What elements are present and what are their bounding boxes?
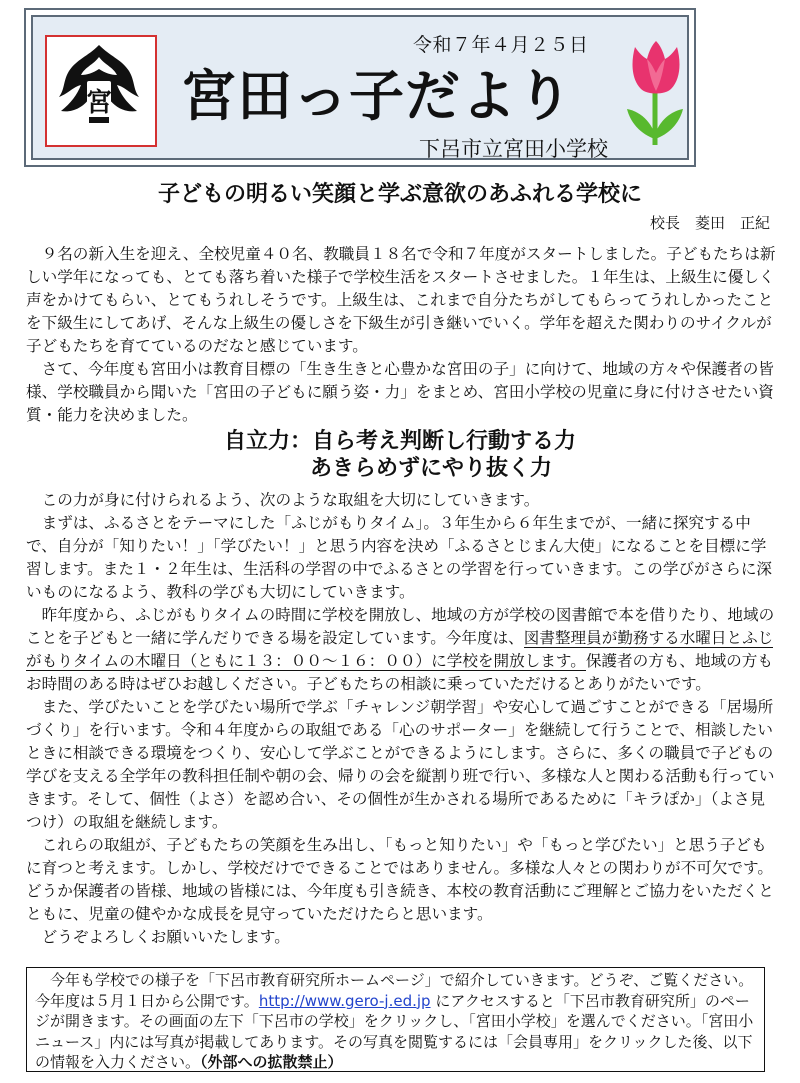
newsletter-title: 宮田っ子だより	[181, 64, 574, 128]
website-notice-box	[26, 967, 765, 1072]
motto-line-2: あきらめずにやり抜く力	[309, 456, 552, 481]
website-link[interactable]: http://www.gero-j.ed.jp	[258, 991, 431, 1010]
notice-text-a: 今年も学校での様子を「下呂市教育研究所ホームページ」で紹介していきます。どうぞ、ご覧ください。今年度は５月１日から公開です。	[35, 971, 754, 1010]
notice-warning: （外部への拡散禁止）	[200, 1053, 343, 1071]
motto	[0, 428, 800, 482]
notice-text-b: にアクセスすると「下呂市教育研究所」のページが開きます。その画面の左下「下呂市の学校」をクリックし、「宮田小学校」を選んでください。「宮田小ニュース」内には写真が掲載してあります。その写真を閲覧するには「会員専用」をクリックした後、以下の情報を入力ください。	[35, 991, 754, 1071]
paragraph-5-b: 保護者の方も、地域の方もお時間のある時はぜひお越しください。子どもたちの相談に乗っていただけるとありがたいです。	[26, 652, 773, 693]
paragraph-4: まずは、ふるさとをテーマにした「ふじがもりタイム」。３年生から６年生までが、一緒に探究する中で、自分が「知りたい！」「学びたい！」と思う内容を決め「ふるさとじまん大使」になることを目標に学習します。また１・２年生は、生活科の学習の中でふるさとの学習を行っていきます。この学びがさらに深いものになるよう、教科の学びも大切にしていきます。	[26, 514, 773, 601]
school-name: 下呂市立宮田小学校	[419, 137, 608, 161]
paragraph-1: ９名の新入生を迎え、全校児童４０名、教職員１８名で令和７年度がスタートしました。子どもたちは新しい学年になっても、とても落ち着いた様子で学校生活をスタートさせました。１年生は、上級生に優しく声をかけてもらい、とてもうれしそうです。上級生は、これまで自分たちがしてもらってうれしかったことを下級生にしてあげ、そんな上級生の優しさを下級生が引き継いでいく。学年を超えた関わりのサイクルが子どもたちを育てているのだなと感じています。	[26, 245, 776, 355]
article-body-top	[26, 243, 778, 427]
school-emblem-svg	[47, 37, 151, 141]
paragraph-5	[26, 604, 778, 696]
issue-date: 令和７年４月２５日	[413, 34, 589, 56]
paragraph-8: どうぞよろしくお願いいたします。	[26, 928, 290, 946]
paragraph-2: さて、今年度も宮田小は教育目標の「生き生きと心豊かな宮田の子」に向けて、地域の方々や保護者の皆様、学校職員から聞いた「宮田の子どもに願う姿・力」をまとめ、宮田小学校の児童に身に付けさせたい資質・能力を決めました。	[26, 360, 774, 424]
motto-line-1: 自立力：自ら考え判断し行動する力	[223, 429, 576, 454]
school-emblem-icon	[45, 35, 157, 147]
tulip-icon	[625, 39, 687, 151]
article-heading: 子どもの明るい笑顔と学ぶ意欲のあふれる学校に	[157, 182, 642, 207]
article-body-bottom	[26, 489, 778, 949]
article-author: 校長 菱田 正紀	[649, 214, 770, 232]
paragraph-7: これらの取組が、子どもたちの笑顔を生み出し、「もっと知りたい」や「もっと学びたい」と思う子どもに育つと考えます。しかし、学校だけでできることではありません。多様な人々との関わりが不可欠です。どうか保護者の皆様、地域の皆様には、今年度も引き続き、本校の教育活動にご理解とご協力をいただくとともに、児童の健やかな成長を見守っていただけたらと思います。	[26, 836, 774, 923]
newsletter-header	[24, 8, 696, 167]
paragraph-5-a: 昨年度から、ふじがもりタイムの時間に学校を開放し、地域の方が学校の図書館で本を借りたり、地域のことを子どもと一緒に学んだりできる場を設定しています。今年度は、	[26, 606, 775, 647]
header-panel	[31, 15, 689, 160]
notice-text	[35, 970, 756, 1073]
paragraph-6: また、学びたいことを学びたい場所で学ぶ「チャレンジ朝学習」や安心して過ごすことができる「居場所づくり」を行います。令和４年度からの取組である「心のサポーター」を継続して行うことで、相談したいときに相談できる環境をつくり、安心して学ぶことができるようにします。さらに、多くの職員で子どもの学びを支える全学年の教科担任制や朝の会、帰りの会を縦割り班で行い、多様な人と関わる活動も行っていきます。そして、個性（よさ）を認め合い、その個性が生かされる場所であるために「キラぽか」（よさ見つけ）の取組を継続します。	[26, 698, 775, 831]
paragraph-3: この力が身に付けられるよう、次のような取組を大切にしていきます。	[26, 491, 540, 509]
paragraph-5-underlined: 図書整理員が勤務する水曜日とふじがもりタイムの木曜日（ともに１３：００〜１６：００）に学校を開放します。	[26, 629, 774, 670]
emblem-character: 宮	[85, 88, 113, 118]
